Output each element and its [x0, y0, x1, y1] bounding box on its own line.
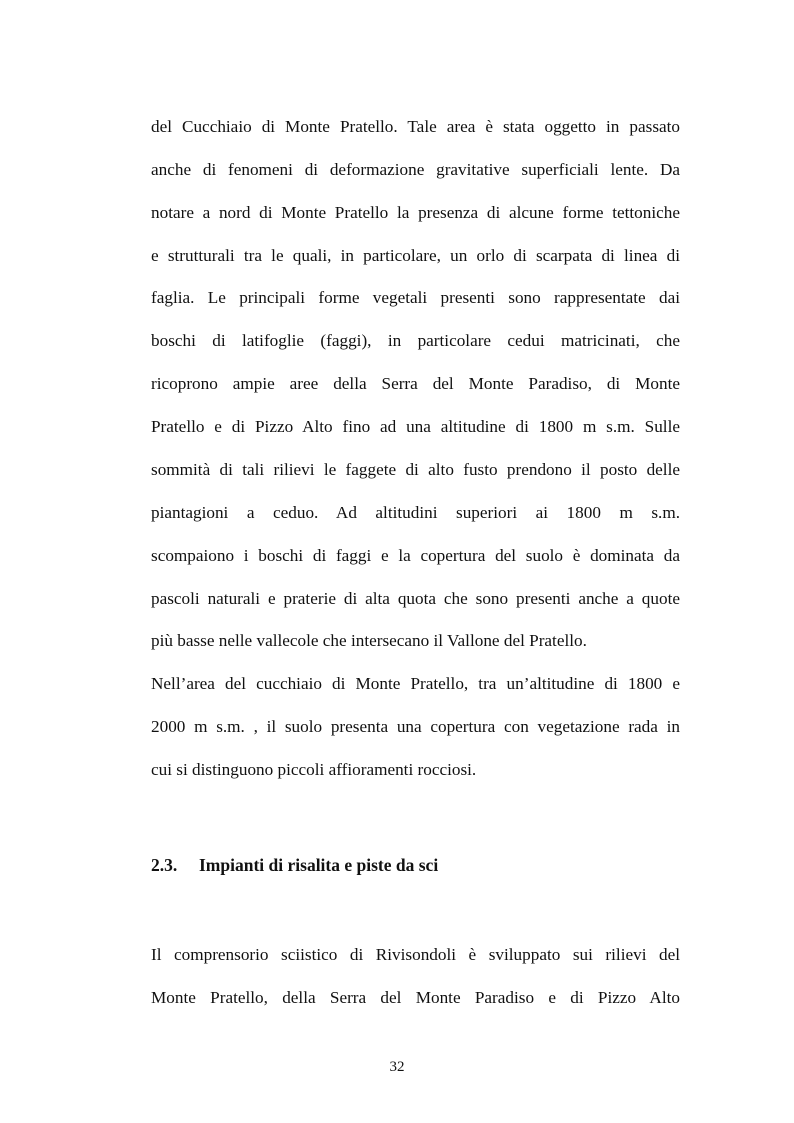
text-line: del Cucchiaio di Monte Pratello. Tale area è stata oggetto in passato [151, 117, 680, 136]
section-number: 2.3. [151, 855, 178, 875]
text-line: faglia. Le principali forme vegetali presenti sono rappresentate dai [151, 288, 680, 307]
text-line: boschi di latifoglie (faggi), in particolare cedui matricinati, che [151, 331, 680, 350]
section-heading [151, 855, 438, 875]
text-line: anche di fenomeni di deformazione gravitative superficiali lente. Da [151, 160, 680, 179]
text-line: ricoprono ampie aree della Serra del Monte Paradiso, di Monte [151, 374, 680, 393]
text-line: 2000 m s.m. , il suolo presenta una copertura con vegetazione rada in [151, 717, 680, 736]
page-number: 32 [389, 1059, 405, 1075]
text-line: Il comprensorio sciistico di Rivisondoli è sviluppato sui rilievi del [151, 945, 680, 964]
text-line: Nell’area del cucchiaio di Monte Pratello, tra un’altitudine di 1800 e [151, 674, 680, 693]
text-line: piantagioni a ceduo. Ad altitudini superiori ai 1800 m s.m. [151, 503, 680, 522]
text-line: più basse nelle vallecole che intersecano il Vallone del Pratello. [151, 631, 587, 650]
text-line: Pratello e di Pizzo Alto fino ad una altitudine di 1800 m s.m. Sulle [151, 417, 680, 436]
text-line: notare a nord di Monte Pratello la presenza di alcune forme tettoniche [151, 203, 680, 222]
text-line: cui si distinguono piccoli affioramenti rocciosi. [151, 760, 477, 779]
text-line: e strutturali tra le quali, in particolare, un orlo di scarpata di linea di [151, 246, 680, 265]
section-title: Impianti di risalita e piste da sci [199, 855, 439, 875]
text-line: pascoli naturali e praterie di alta quota che sono presenti anche a quote [151, 589, 680, 608]
text-line: sommità di tali rilievi le faggete di alto fusto prendono il posto delle [151, 460, 680, 479]
text-line: Monte Pratello, della Serra del Monte Paradiso e di Pizzo Alto [151, 988, 680, 1007]
text-line: scompaiono i boschi di faggi e la copertura del suolo è dominata da [151, 546, 680, 565]
